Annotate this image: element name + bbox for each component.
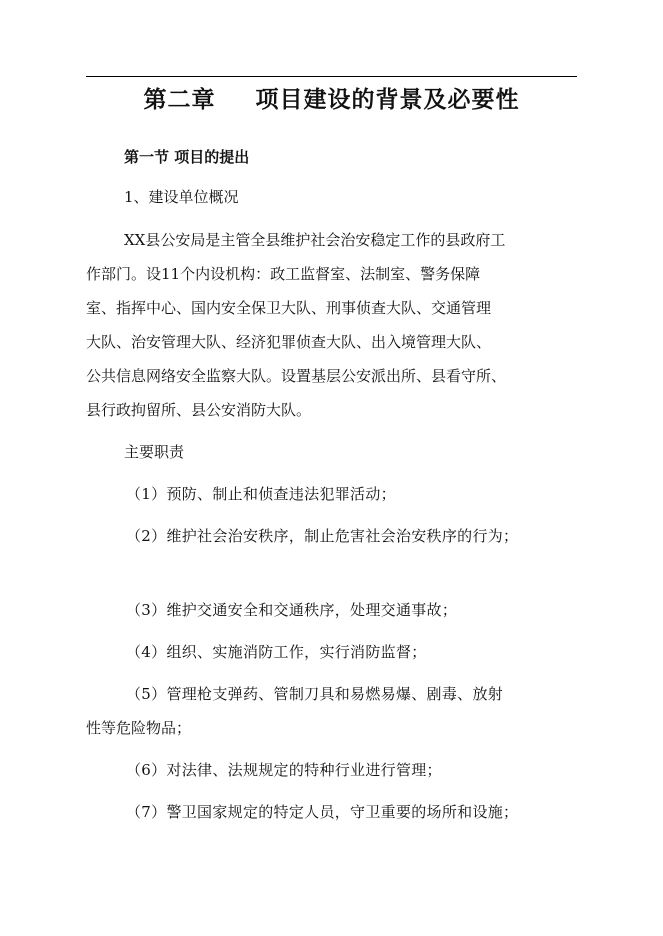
chapter-number: 第二章 — [143, 87, 216, 113]
duty-item-continuation: 性等危险物品； — [86, 719, 192, 737]
duty-item: （5）管理枪支弹药、管制刀具和易燃易爆、剧毒、放射 — [126, 685, 504, 703]
duty-item: （6）对法律、法规规定的特种行业进行管理； — [126, 761, 442, 779]
section-title: 第一节 项目的提出 — [124, 148, 250, 166]
duties-heading: 主要职责 — [124, 443, 185, 461]
paragraph-line: 县行政拘留所、县公安消防大队。 — [86, 401, 312, 419]
duty-item: （3）维护交通安全和交通秩序，处理交通事故； — [126, 601, 458, 619]
paragraph-line: 室、指挥中心、国内安全保卫大队、刑事侦查大队、交通管理 — [86, 299, 492, 317]
paragraph-line: 作部门。设11个内设机构：政工监督室、法制室、警务保障 — [86, 265, 481, 283]
chapter-title — [86, 84, 577, 116]
duty-item: （2）维护社会治安秩序，制止危害社会治安秩序的行为； — [126, 527, 519, 545]
paragraph-line: 公共信息网络安全监察大队。设置基层公安派出所、县看守所、 — [86, 367, 507, 385]
duty-item: （7）警卫国家规定的特定人员，守卫重要的场所和设施； — [126, 803, 519, 821]
subsection-title: 1、建设单位概况 — [124, 188, 239, 206]
duty-item: （4）组织、实施消防工作，实行消防监督； — [126, 643, 427, 661]
header-rule — [86, 76, 577, 77]
chapter-heading: 项目建设的背景及必要性 — [255, 87, 520, 113]
paragraph-line: 大队、治安管理大队、经济犯罪侦查大队、出入境管理大队、 — [86, 333, 492, 351]
paragraph-line: XX县公安局是主管全县维护社会治安稳定工作的县政府工 — [124, 231, 506, 249]
duty-item: （1）预防、制止和侦查违法犯罪活动； — [126, 485, 396, 503]
